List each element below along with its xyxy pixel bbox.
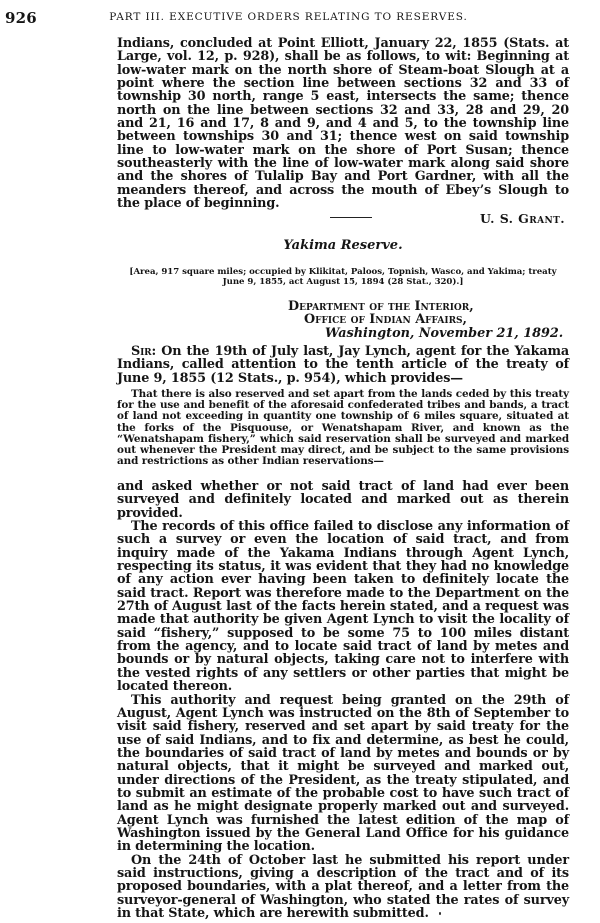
letter-body-top: [117, 345, 569, 385]
intro-block: [117, 37, 569, 226]
treaty-quote-block: [117, 389, 569, 467]
intro-paragraph: Indians, concluded at Point Elliott, January 22, 1855 (Stats. at Large, vol. 12, p. 928), shall be as follows, to wit: Beginning at low-water mark on the north shore of Steam-boat Slough at a point where the section line between sections 32 and 33 of township 30 north, range 5 east, intersects the same; thence north on the line between sections 32 and 33, 28 and 29, 20 and 21, 16 and 17, 8 and 9, and 4 and 5, to the township line between townships 30 and 31; thence west on said township line to low-water mark on the shore of Port Susan; thence southeasterly with the line of low-water mark along said shore and the shores of Tulalip Bay and Port Gardner, with all the meanders thereof, and across the mouth of Ebey’s Slough to the place of beginning.: [117, 36, 569, 212]
letter-paragraph-5: On the 24th of October last he submitted his report under said instructions, giving a description of the tract and of its proposed boundaries, with a plat thereof, and a letter from the surveyor-general of Washington, who stated the rates of survey in that State, which are herewith submitted.: [117, 852, 569, 921]
letter-paragraph-1: [117, 345, 569, 385]
letter-body-main: [117, 480, 569, 920]
yakima-section: [117, 238, 569, 287]
page-number: 926: [5, 9, 37, 27]
treaty-quote: That there is also reserved and set apart from the lands ceded by this treaty for the use and benefit of the aforesaid confederated tribes and bands, a tract of land not exceeding in quantity one township of 6 miles square, situated at the forks of the Pisquouse, or Wenatshapam River, and known as the “Wenatshapam fishery,” which said reservation shall be surveyed and marked out whenever the President may direct, and be subject to the same provisions and restrictions as other Indian reservations—: [117, 388, 569, 468]
running-header: [5, 9, 572, 27]
section-title: Yakima Reserve.: [283, 238, 403, 253]
letter-paragraph-1-text: On the 19th of July last, Jay Lynch, agent for the Yakama Indians, called attention to the tenth article of the treaty of June 9, 1855 (12 Stats., p. 954), which provides—: [117, 344, 569, 386]
letter-dateline: Washington, November 21, 1892.: [325, 325, 564, 341]
section-note: [Area, 917 square miles; occupied by Klikitat, Paloos, Topnish, Wasco, and Yakima; treaty June 9, 1855, act August 15, 1894 (28 Stat., 320).]: [129, 267, 557, 287]
section-divider: [330, 217, 372, 218]
letter-paragraph-4: This authority and request being granted on the 29th of August, Agent Lynch was instructed on the 8th of September to visit said fishery, reserved and set apart by said treaty for the use of said Indians, and to fix and determine, as best he could, the boundaries of said tract of land by metes and bounds or by natural objects, that it might be surveyed and marked out, under directions of the President, as the treaty stipulated, and to submit an estimate of the probable cost to have such tract of land as he might designate properly marked out and surveyed. Agent Lynch was furnished the latest edition of the map of Washington issued by the General Land Office for his guidance in determining the location.: [117, 692, 569, 855]
signature: U. S. Grant.: [480, 211, 565, 227]
salutation: Sir:: [131, 344, 157, 359]
letter-department: Department of the Interior,: [288, 299, 474, 314]
letter-paragraph-3: The records of this office failed to disclose any information of such a survey or even the location of said tract, and from inquiry made of the Yakama Indians through Agent Lynch, respecting its status, it was evident that they had no knowledge of any action ever having been taken to definitely locate the said tract. Report was therefore made to the Department on the 27th of August last of the facts herein stated, and a request was made that authority be given Agent Lynch to visit the locality of said “fishery,” supposed to be some 75 to 100 miles distant from the agency, and to locate said tract of land by metes and bounds or by natural objects, taking care not to interfere with the vested rights of any settlers or other parties that might be located thereon.: [117, 519, 569, 695]
print-speck: [439, 912, 441, 915]
letter-paragraph-2: and asked whether or not said tract of land had ever been surveyed and definitely located and marked out as therein provided.: [117, 479, 569, 521]
letter-heading: [117, 300, 569, 340]
running-title: PART III. EXECUTIVE ORDERS RELATING TO RESERVES.: [109, 11, 468, 23]
letter-office: Office of Indian Affairs,: [304, 312, 467, 328]
